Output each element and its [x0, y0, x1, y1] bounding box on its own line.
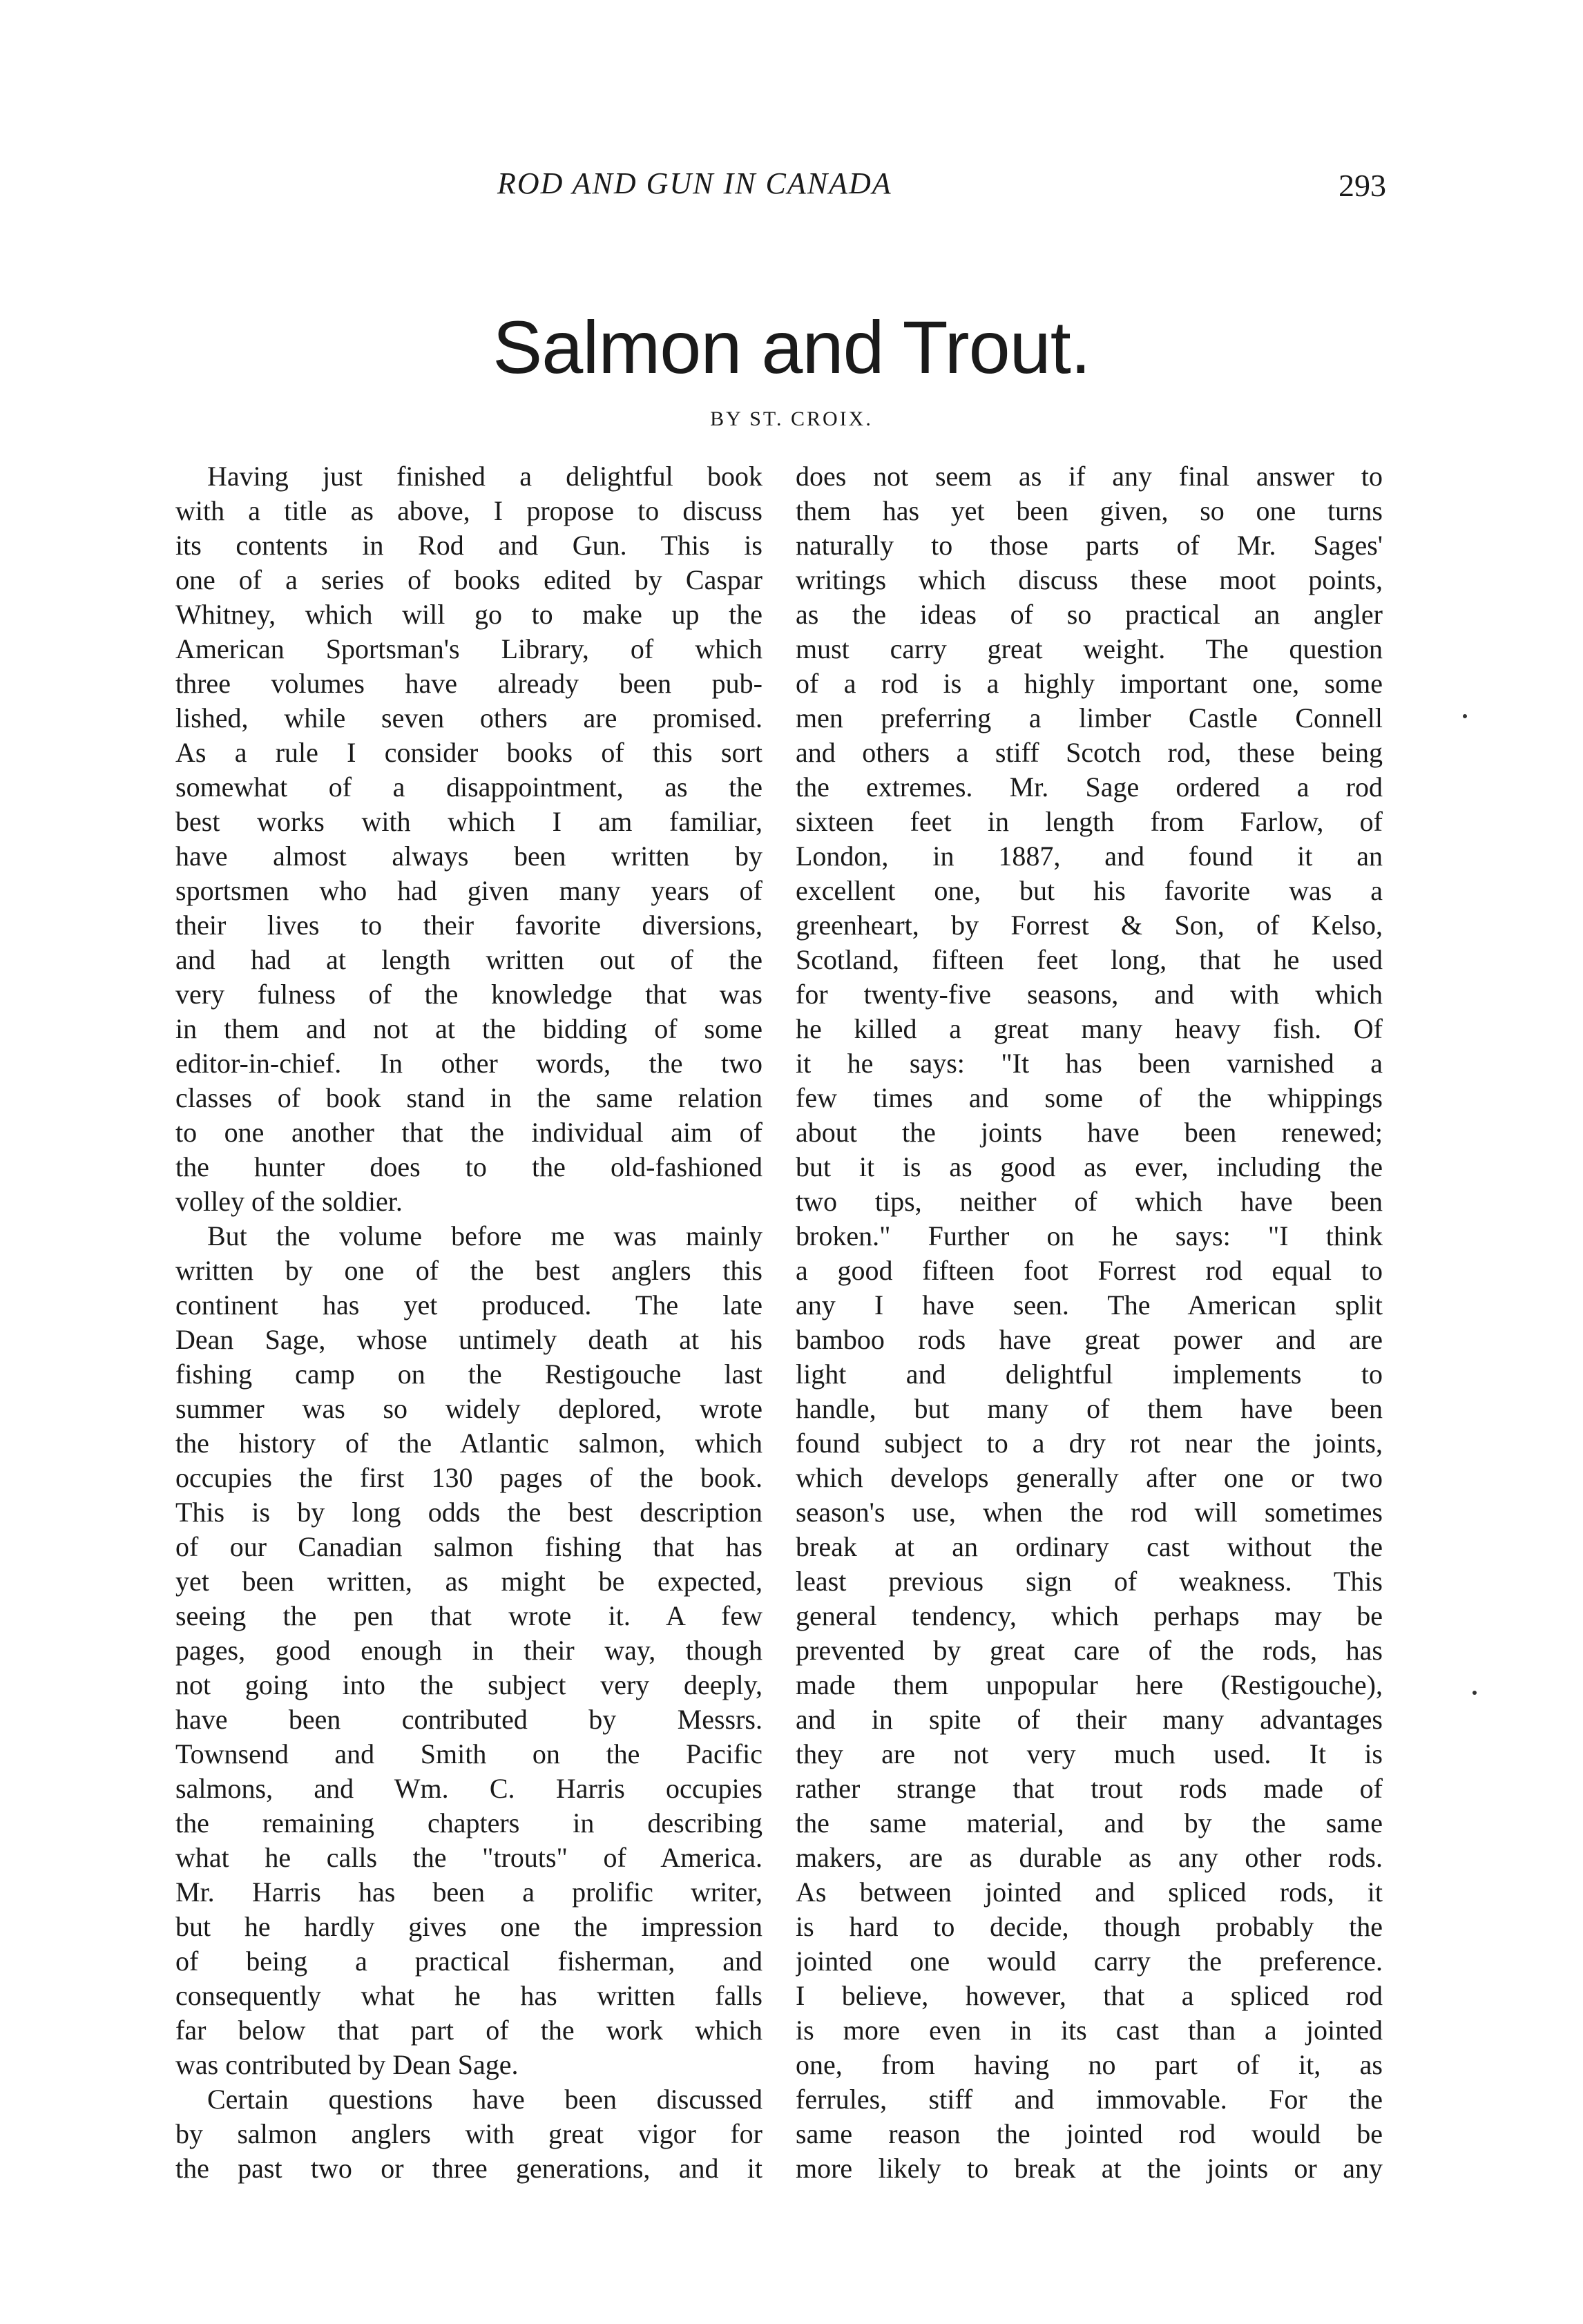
text-line: and others a stiff Scotch rod, these being	[796, 737, 1383, 768]
text-line: three volumes have already been pub-	[175, 668, 762, 699]
text-line: men preferring a limber Castle Connell	[796, 702, 1383, 733]
text-line: sportsmen who had given many years of	[175, 875, 762, 906]
text-line: break at an ordinary cast without the	[796, 1531, 1383, 1562]
text-line: with a title as above, I propose to discuss	[175, 495, 762, 526]
text-line: fishing camp on the Restigouche last	[175, 1358, 762, 1390]
text-line: of being a practical fisherman, and	[175, 1946, 762, 1977]
text-line: naturally to those parts of Mr. Sages'	[796, 530, 1383, 561]
right-column	[796, 459, 1383, 2186]
text-line: a good fifteen foot Forrest rod equal to	[796, 1255, 1383, 1286]
text-line: Having just finished a delightful book	[207, 461, 762, 492]
text-line: found subject to a dry rot near the joints,	[796, 1428, 1383, 1459]
text-line: have been contributed by Messrs.	[175, 1704, 762, 1735]
running-head	[0, 166, 1583, 207]
text-line: This is by long odds the best description	[175, 1497, 762, 1528]
text-line: about the joints have been renewed;	[796, 1117, 1383, 1148]
text-line: their lives to their favorite diversions,	[175, 910, 762, 941]
text-line: Scotland, fifteen feet long, that he used	[796, 944, 1383, 975]
text-line: have almost always been written by	[175, 841, 762, 872]
text-line: As a rule I consider books of this sort	[175, 737, 762, 768]
text-line: As between jointed and spliced rods, it	[796, 1876, 1383, 1908]
text-line: occupies the first 130 pages of the book.	[175, 1462, 762, 1493]
text-line: American Sportsman's Library, of which	[175, 633, 762, 664]
text-line: classes of book stand in the same relation	[175, 1082, 762, 1113]
margin-mark	[1463, 714, 1467, 718]
page-number: 293	[1339, 168, 1386, 203]
text-line: its contents in Rod and Gun. This is	[175, 530, 762, 561]
margin-mark	[1472, 1691, 1477, 1695]
text-line: bamboo rods have great power and are	[796, 1324, 1383, 1355]
article-title: Salmon and Trout.	[492, 305, 1091, 389]
text-line: season's use, when the rod will sometimes	[796, 1497, 1383, 1528]
text-line: excellent one, but his favorite was a	[796, 875, 1383, 906]
text-line: best works with which I am familiar,	[175, 806, 762, 837]
journal-title: ROD AND GUN IN CANADA	[497, 166, 892, 200]
text-line: I believe, however, that a spliced rod	[796, 1980, 1383, 2011]
text-line: one, from having no part of it, as	[796, 2049, 1383, 2080]
text-line: summer was so widely deplored, wrote	[175, 1393, 762, 1424]
text-line: them has yet been given, so one turns	[796, 495, 1383, 526]
text-line: it he says: "It has been varnished a	[796, 1048, 1383, 1079]
text-line: few times and some of the whippings	[796, 1082, 1383, 1113]
text-line: but he hardly gives one the impression	[175, 1911, 762, 1942]
text-line: Mr. Harris has been a prolific writer,	[175, 1876, 762, 1908]
text-line: and in spite of their many advantages	[796, 1704, 1383, 1735]
text-line: to one another that the individual aim of	[175, 1117, 762, 1148]
text-line: continent has yet produced. The late	[175, 1289, 762, 1321]
text-line: Dean Sage, whose untimely death at his	[175, 1324, 762, 1355]
text-line: same reason the jointed rod would be	[796, 2118, 1383, 2149]
text-line: they are not very much used. It is	[796, 1738, 1383, 1769]
text-line: somewhat of a disappointment, as the	[175, 771, 762, 803]
text-line: of our Canadian salmon fishing that has	[175, 1531, 762, 1562]
text-line: jointed one would carry the preference.	[796, 1946, 1383, 1977]
text-line: Townsend and Smith on the Pacific	[175, 1738, 762, 1769]
text-line: and had at length written out of the	[175, 944, 762, 975]
text-line: two tips, neither of which have been	[796, 1186, 1383, 1217]
text-line: which develops generally after one or two	[796, 1462, 1383, 1493]
text-line: by salmon anglers with great vigor for	[175, 2118, 762, 2149]
text-line: seeing the pen that wrote it. A few	[175, 1600, 762, 1631]
text-line: prevented by great care of the rods, has	[796, 1635, 1383, 1666]
text-line: pages, good enough in their way, though	[175, 1635, 762, 1666]
text-line: is more even in its cast than a jointed	[796, 2015, 1383, 2046]
text-line: lished, while seven others are promised.	[175, 702, 762, 733]
text-line: the hunter does to the old-fashioned	[175, 1151, 762, 1182]
text-line: broken." Further on he says: "I think	[796, 1220, 1383, 1251]
text-line: yet been written, as might be expected,	[175, 1566, 762, 1597]
text-line: more likely to break at the joints or any	[796, 2153, 1383, 2184]
text-line: was contributed by Dean Sage.	[175, 2049, 519, 2080]
text-line: sixteen feet in length from Farlow, of	[796, 806, 1383, 837]
text-line: general tendency, which perhaps may be	[796, 1600, 1383, 1631]
text-line: rather strange that trout rods made of	[796, 1773, 1383, 1804]
byline: BY ST. CROIX.	[710, 407, 873, 430]
text-line: least previous sign of weakness. This	[796, 1566, 1383, 1597]
text-line: does not seem as if any final answer to	[796, 461, 1383, 492]
text-line: must carry great weight. The question	[796, 633, 1383, 664]
text-line: he killed a great many heavy fish. Of	[796, 1013, 1383, 1044]
text-line: written by one of the best anglers this	[175, 1255, 762, 1286]
text-line: makers, are as durable as any other rods.	[796, 1842, 1383, 1873]
text-line: handle, but many of them have been	[796, 1393, 1383, 1424]
text-line: one of a series of books edited by Caspar	[175, 564, 762, 595]
text-line: made them unpopular here (Restigouche),	[796, 1669, 1383, 1700]
text-line: light and delightful implements to	[796, 1358, 1383, 1390]
text-line: the remaining chapters in describing	[175, 1807, 762, 1838]
text-line: the past two or three generations, and it	[175, 2153, 762, 2184]
text-line: Whitney, which will go to make up the	[175, 599, 762, 630]
text-line: greenheart, by Forrest & Son, of Kelso,	[796, 910, 1383, 941]
text-line: any I have seen. The American split	[796, 1289, 1383, 1321]
text-line: of a rod is a highly important one, some	[796, 668, 1383, 699]
text-line: Certain questions have been discussed	[207, 2084, 762, 2115]
text-line: volley of the soldier.	[175, 1186, 403, 1217]
text-line: but it is as good as ever, including the	[796, 1151, 1383, 1182]
text-line: in them and not at the bidding of some	[175, 1013, 762, 1044]
text-line: London, in 1887, and found it an	[796, 841, 1383, 872]
text-line: writings which discuss these moot points,	[796, 564, 1383, 595]
text-line: what he calls the "trouts" of America.	[175, 1842, 762, 1873]
text-line: the history of the Atlantic salmon, which	[175, 1428, 762, 1459]
text-line: But the volume before me was mainly	[207, 1220, 762, 1251]
text-line: consequently what he has written falls	[175, 1980, 762, 2011]
text-line: far below that part of the work which	[175, 2015, 762, 2046]
text-line: salmons, and Wm. C. Harris occupies	[175, 1773, 762, 1804]
text-line: as the ideas of so practical an angler	[796, 599, 1383, 630]
text-line: ferrules, stiff and immovable. For the	[796, 2084, 1383, 2115]
text-line: not going into the subject very deeply,	[175, 1669, 762, 1700]
left-column	[175, 459, 762, 2186]
text-line: the extremes. Mr. Sage ordered a rod	[796, 771, 1383, 803]
text-line: for twenty-five seasons, and with which	[796, 979, 1383, 1010]
text-line: editor-in-chief. In other words, the two	[175, 1048, 762, 1079]
text-line: very fulness of the knowledge that was	[175, 979, 762, 1010]
text-line: the same material, and by the same	[796, 1807, 1383, 1838]
text-line: is hard to decide, though probably the	[796, 1911, 1383, 1942]
